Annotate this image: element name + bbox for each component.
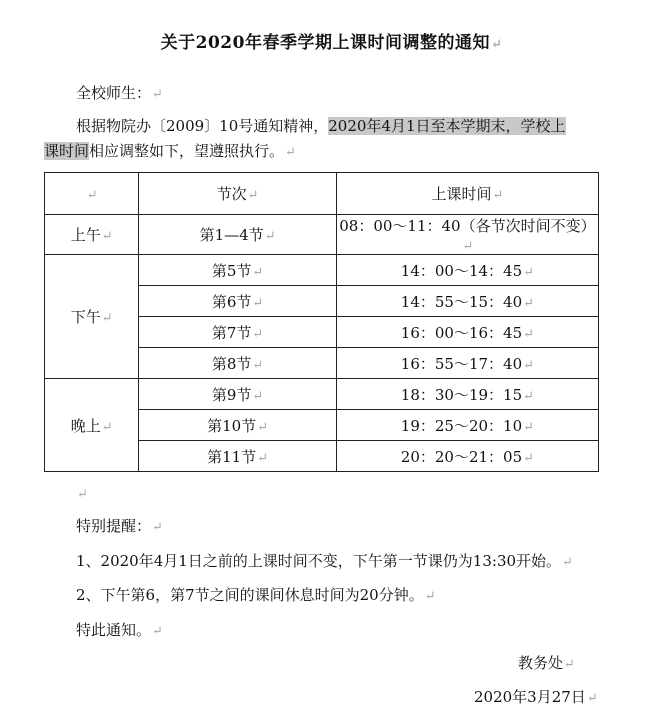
paragraph-mark-icon: ↵	[424, 589, 436, 604]
time-cell: 14：55～15：40↵	[336, 286, 598, 317]
time-cell: 19：25～20：10↵	[336, 410, 598, 441]
notice-title: 关于2020年春季学期上课时间调整的通知↵	[160, 33, 503, 53]
cell-mark-icon: ↵	[523, 264, 535, 280]
paragraph-mark-icon: ↵	[152, 87, 163, 102]
cell-mark-icon: ↵	[523, 326, 535, 342]
cell-mark-icon: ↵	[247, 188, 259, 203]
table-header-row	[45, 173, 599, 215]
paragraph-mark-icon: ↵	[564, 657, 575, 672]
cell-mark-icon: ↵	[523, 357, 535, 373]
intro-line-2: 课时间相应调整如下，望遵照执行。↵	[44, 142, 296, 160]
time-cell: 18：30～19：15↵	[336, 379, 598, 410]
cell-mark-icon: ↵	[264, 229, 276, 244]
time-cell: 14：00～14：45↵	[336, 255, 598, 286]
cell-mark-icon: ↵	[101, 229, 113, 244]
cell-mark-icon: ↵	[252, 326, 264, 342]
period-cell: 第9节↵	[139, 379, 337, 410]
cell-mark-icon: ↵	[252, 357, 264, 373]
paragraph-mark-icon: ↵	[152, 624, 163, 639]
cell-mark-icon: ↵	[257, 419, 269, 435]
cell-mark-icon: ↵	[101, 311, 113, 326]
salutation: 全校师生：↵	[76, 84, 163, 102]
cell-mark-icon: ↵	[257, 450, 269, 466]
time-cell: 16：55～17：40↵	[336, 348, 598, 379]
time-cell: 08：00～11：40（各节次时间不变）↵	[336, 215, 598, 255]
paragraph-mark-icon: ↵	[490, 37, 503, 52]
cell-mark-icon: ↵	[252, 388, 264, 404]
period-cell: 第1—4节↵	[139, 215, 337, 255]
session-label: 下午↵	[45, 255, 139, 379]
paragraph-mark-icon: ↵	[152, 520, 163, 535]
period-cell: 第5节↵	[139, 255, 337, 286]
period-cell: 第6节↵	[139, 286, 337, 317]
cell-mark-icon: ↵	[523, 388, 535, 404]
reminder-heading: 特别提醒：↵	[76, 517, 163, 535]
cell-mark-icon: ↵	[523, 450, 535, 466]
signature-office: 教务处↵	[518, 654, 575, 672]
cell-mark-icon: ↵	[462, 239, 474, 254]
session-label: 晚上↵	[45, 379, 139, 472]
closing-line: 特此通知。↵	[76, 621, 163, 639]
period-cell: 第8节↵	[139, 348, 337, 379]
cell-mark-icon: ↵	[86, 187, 98, 203]
paragraph-mark-icon: ↵	[285, 145, 296, 160]
intro-line-1: 根据物院办〔2009〕10号通知精神，2020年4月1日至本学期末，学校上	[76, 117, 566, 135]
table-header-cell	[45, 173, 139, 215]
session-label: 上午↵	[45, 215, 139, 255]
time-cell: 16：00～16：45↵	[336, 317, 598, 348]
empty-paragraph	[76, 482, 88, 506]
highlighted-text: 2020年4月1日至本学期末，学校上	[328, 117, 566, 135]
paragraph-mark-icon: ↵	[586, 691, 598, 706]
reminder-item-1: 1、2020年4月1日之前的上课时间不变，下午第一节课仍为13:30开始。↵	[76, 552, 573, 570]
table-row	[45, 215, 599, 255]
signature-date: 2020年3月27日↵	[474, 688, 598, 706]
reminder-item-2: 2、下午第6，第7节之间的课间休息时间为20分钟。↵	[76, 586, 436, 604]
period-cell: 第11节↵	[139, 441, 337, 472]
table-header-cell: 节次↵	[139, 173, 337, 215]
paragraph-mark-icon: ↵	[77, 487, 88, 502]
cell-mark-icon: ↵	[101, 419, 113, 435]
highlighted-text: 课时间	[44, 142, 90, 160]
period-cell: 第10节↵	[139, 410, 337, 441]
table-row	[45, 379, 599, 410]
cell-mark-icon: ↵	[492, 188, 504, 203]
cell-mark-icon: ↵	[523, 295, 535, 311]
time-cell: 20：20～21：05↵	[336, 441, 598, 472]
cell-mark-icon: ↵	[252, 264, 264, 280]
schedule-table	[44, 172, 599, 472]
table-header-cell: 上课时间↵	[336, 173, 598, 215]
cell-mark-icon: ↵	[523, 419, 535, 435]
paragraph-mark-icon: ↵	[562, 555, 573, 570]
period-cell: 第7节↵	[139, 317, 337, 348]
cell-mark-icon: ↵	[252, 295, 264, 311]
table-row	[45, 255, 599, 286]
